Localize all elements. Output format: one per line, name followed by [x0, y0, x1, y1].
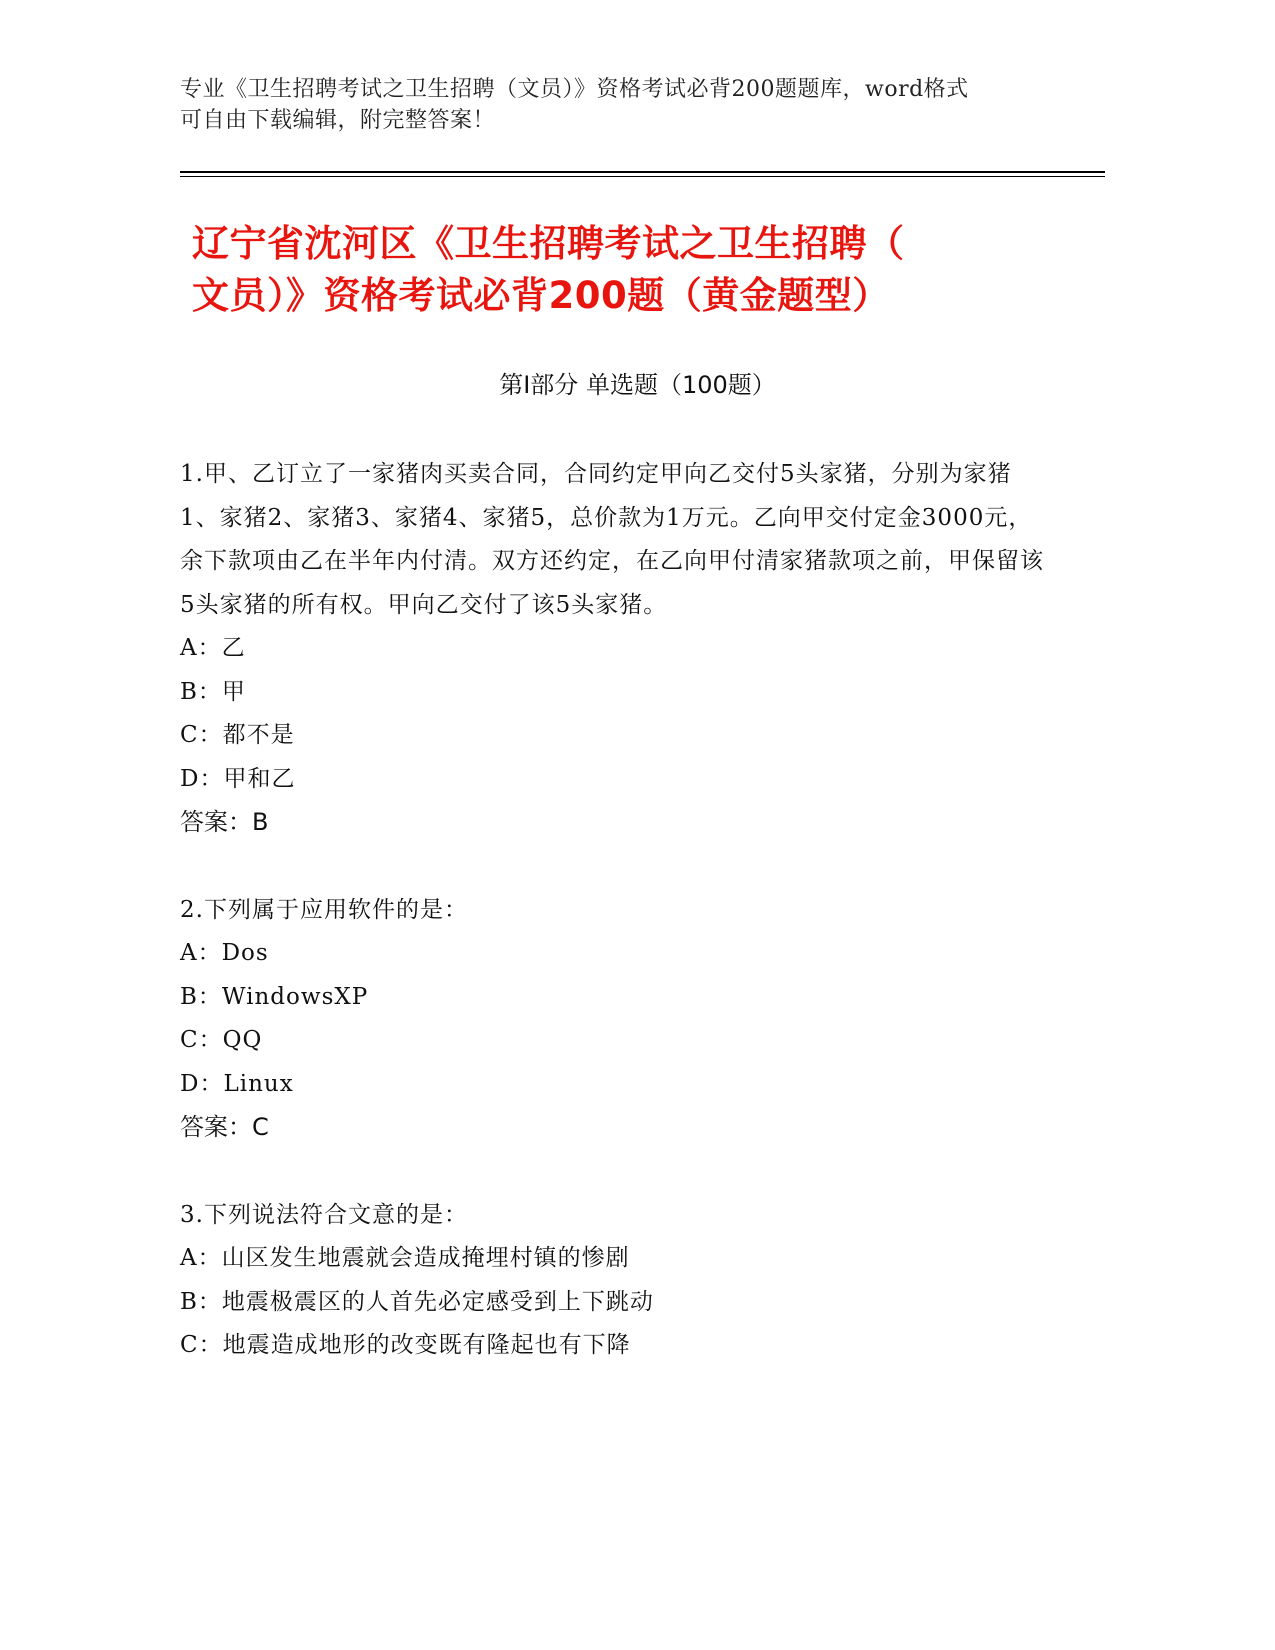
document-title [192, 218, 1072, 322]
document-title-line-2: 文员）》资格考试必背200题（黄金题型） [192, 274, 890, 317]
question-1 [180, 453, 1050, 845]
option-b: B：WindowsXP [180, 983, 369, 1010]
option-b: B：甲 [180, 678, 246, 705]
header-divider-thin [180, 176, 1105, 177]
option-c: C：地震造成地形的改变既有隆起也有下降 [180, 1332, 631, 1358]
option-d: D：甲和乙 [180, 765, 296, 792]
header-divider-thick [180, 171, 1105, 173]
option-b: B：地震极震区的人首先必定感受到上下跳动 [180, 1288, 654, 1315]
document-title-line-1: 辽宁省沈河区《卫生招聘考试之卫生招聘（ [192, 222, 905, 265]
option-d: D：Linux [180, 1070, 294, 1097]
question-stem: 1.甲、乙订立了一家猪肉买卖合同，合同约定甲向乙交付5头家猪，分别为家猪1、家猪2、家猪3、家猪4、家猪5，总价款为1万元。乙向甲交付定金3000元，余下款项由乙在半年内付清。双方还约定，在乙向甲付清家猪款项之前，甲保留该5头家猪的所有权。甲向乙交付了该5头家猪。 [180, 461, 1044, 618]
header-line-2: 可自由下载编辑，附完整答案！ [180, 108, 496, 133]
question-list [180, 453, 1050, 1412]
option-a: A：乙 [180, 635, 246, 661]
option-a: A：Dos [180, 940, 269, 966]
answer-label: 答案：C [180, 1113, 269, 1141]
question-2 [180, 889, 1050, 1150]
header-description [180, 74, 1060, 136]
answer-label: 答案：B [180, 808, 269, 836]
question-3 [180, 1194, 1050, 1368]
header-line-1: 专业《卫生招聘考试之卫生招聘（文员）》资格考试必背200题题库，word格式 [180, 77, 969, 102]
option-c: C：都不是 [180, 722, 295, 748]
question-stem: 2.下列属于应用软件的是： [180, 896, 468, 923]
option-c: C：QQ [180, 1027, 263, 1053]
question-stem: 3.下列说法符合文意的是： [180, 1201, 468, 1228]
option-a: A：山区发生地震就会造成掩埋村镇的惨剧 [180, 1245, 630, 1271]
section-title: 第Ⅰ部分 单选题（100题） [499, 371, 776, 399]
